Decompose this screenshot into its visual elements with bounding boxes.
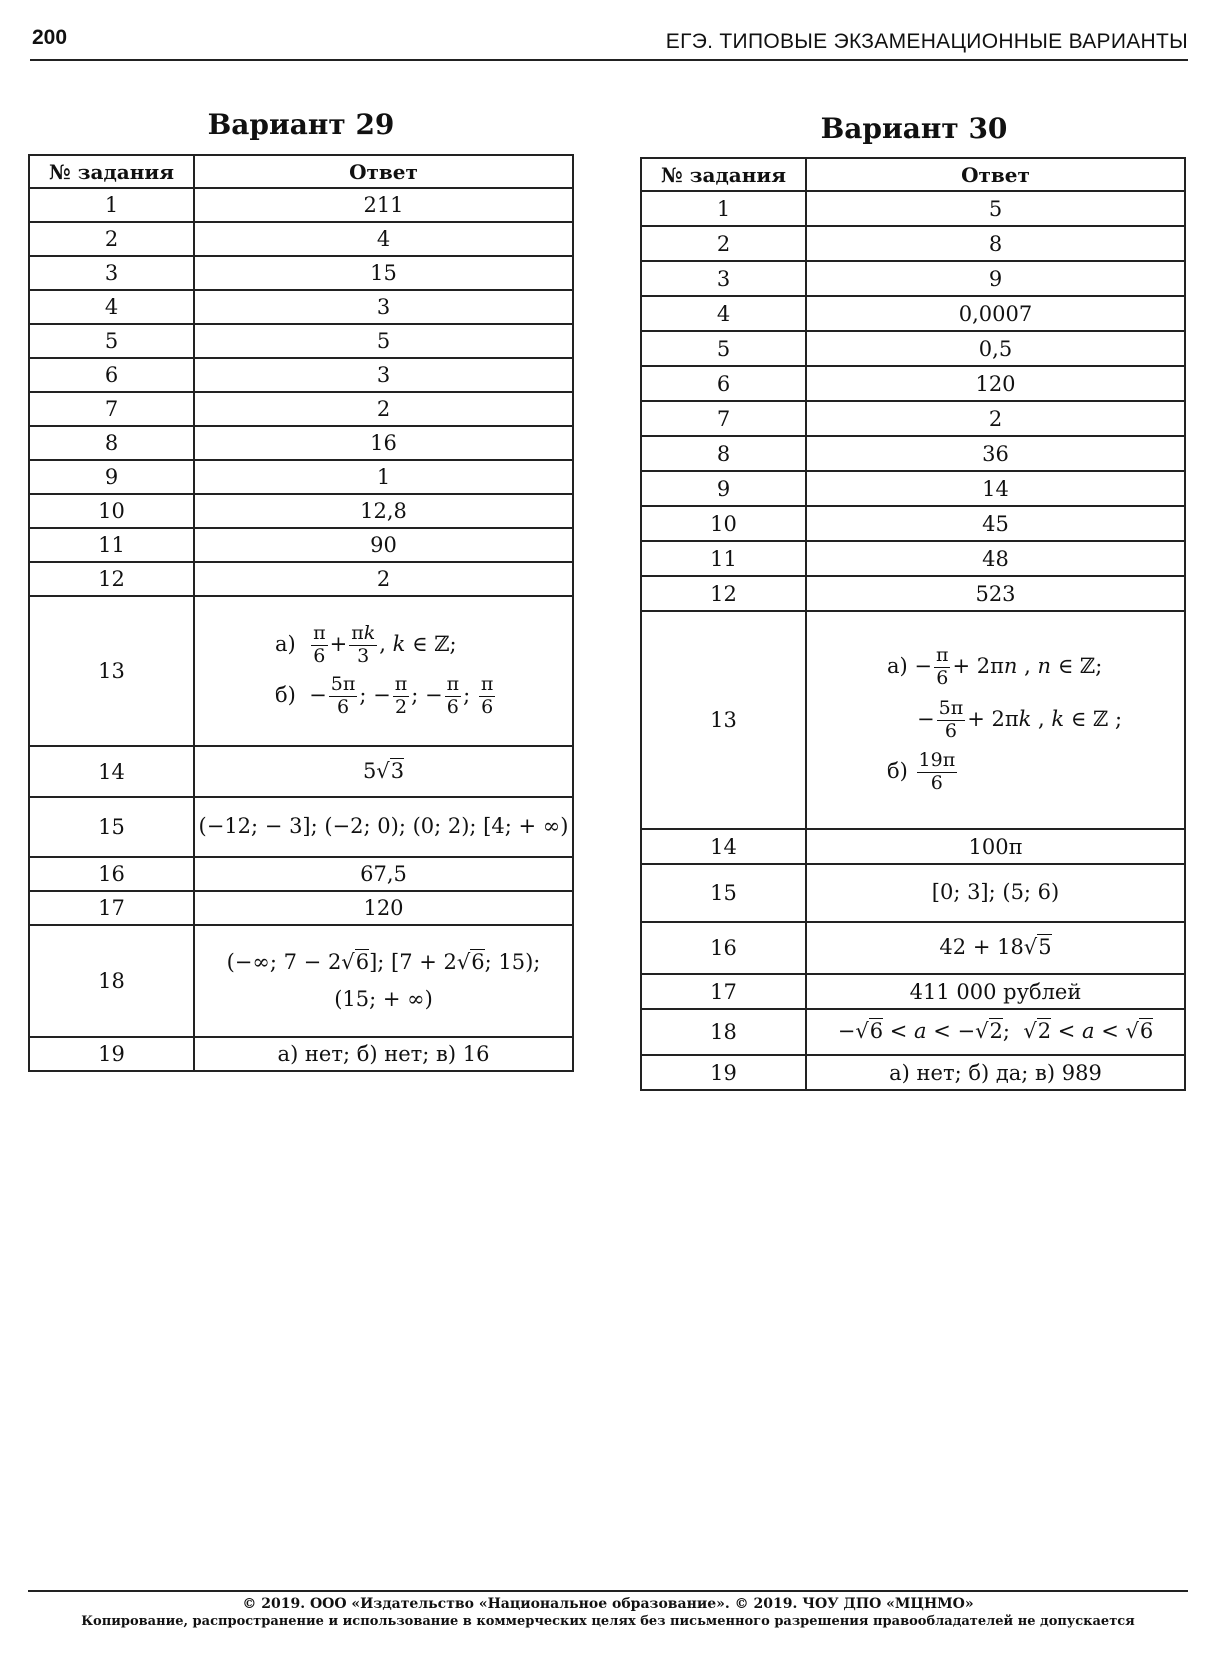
variant-29-table bbox=[28, 154, 574, 1072]
answer-cell: 523 bbox=[806, 576, 1185, 611]
fraction: $\frac{\pi}{6}$ bbox=[935, 643, 949, 689]
answer-cell-formula: 42 + 18√5 bbox=[806, 922, 1185, 974]
header-rule bbox=[30, 59, 1188, 61]
table-row bbox=[641, 471, 1185, 506]
answer-cell: а) нет; б) да; в) 989 bbox=[806, 1055, 1185, 1090]
answer-cell: 36 bbox=[806, 436, 1185, 471]
answer-cell-formula bbox=[806, 611, 1185, 829]
table-row bbox=[641, 506, 1185, 541]
footer-rule bbox=[28, 1590, 1188, 1592]
task-number: 12 bbox=[641, 576, 806, 611]
table-row bbox=[641, 366, 1185, 401]
table-row bbox=[641, 541, 1185, 576]
formula-line-a2: − $\frac{5\pi}{6}$ + 2πk , k ∈ ℤ ; bbox=[917, 696, 1123, 742]
answer-cell: 45 bbox=[806, 506, 1185, 541]
answer-cell: 5 bbox=[806, 191, 1185, 226]
task-number: 4 bbox=[29, 290, 194, 324]
task-number: 11 bbox=[641, 541, 806, 576]
task-number: 8 bbox=[29, 426, 194, 460]
page-number: 200 bbox=[32, 26, 68, 49]
table-row bbox=[29, 562, 573, 596]
task-number: 15 bbox=[29, 797, 194, 857]
task-number: 3 bbox=[29, 256, 194, 290]
table-row bbox=[29, 188, 573, 222]
table-row bbox=[29, 222, 573, 256]
task-number: 1 bbox=[641, 191, 806, 226]
answer-cell: 3 bbox=[194, 358, 573, 392]
task-number: 6 bbox=[641, 366, 806, 401]
answer-cell: 2 bbox=[194, 392, 573, 426]
table-row bbox=[29, 290, 573, 324]
answer-cell: 0,0007 bbox=[806, 296, 1185, 331]
table-row bbox=[29, 596, 573, 746]
task-number: 19 bbox=[641, 1055, 806, 1090]
running-title: ЕГЭ. ТИПОВЫЕ ЭКЗАМЕНАЦИОННЫЕ ВАРИАНТЫ bbox=[665, 30, 1188, 53]
variant-30-table bbox=[640, 157, 1186, 1091]
table-row bbox=[641, 829, 1185, 864]
table-row bbox=[29, 494, 573, 528]
task-number: 11 bbox=[29, 528, 194, 562]
table-row bbox=[29, 857, 573, 891]
table-row bbox=[641, 436, 1185, 471]
answer-cell: 12,8 bbox=[194, 494, 573, 528]
answer-cell: 15 bbox=[194, 256, 573, 290]
task-number: 9 bbox=[29, 460, 194, 494]
table-row bbox=[29, 528, 573, 562]
task-number: 13 bbox=[29, 596, 194, 746]
answer-cell: 48 bbox=[806, 541, 1185, 576]
table-row bbox=[641, 191, 1185, 226]
table-row bbox=[641, 296, 1185, 331]
answer-cell: 5 bbox=[194, 324, 573, 358]
table-row bbox=[641, 864, 1185, 922]
fraction: $\frac{\pi}{2}$ bbox=[394, 673, 408, 718]
task-number: 5 bbox=[29, 324, 194, 358]
answer-cell-formula bbox=[194, 925, 573, 1037]
formula-13 bbox=[195, 623, 572, 718]
formula-line: (−∞; 7 − 2√6]; [7 + 2√6; 15); bbox=[226, 949, 541, 974]
answer-cell-formula bbox=[194, 596, 573, 746]
task-number: 7 bbox=[29, 392, 194, 426]
answer-cell: 67,5 bbox=[194, 857, 573, 891]
fraction: $\frac{5\pi}{6}$ bbox=[938, 696, 964, 742]
task-number: 1 bbox=[29, 188, 194, 222]
answer-cell: (−12; − 3]; (−2; 0); (0; 2); [4; + ∞) bbox=[194, 797, 573, 857]
table-row bbox=[641, 401, 1185, 436]
task-number: 14 bbox=[641, 829, 806, 864]
task-number: 10 bbox=[29, 494, 194, 528]
table-row bbox=[29, 256, 573, 290]
col-answer-header: Ответ bbox=[194, 155, 573, 188]
table-row bbox=[29, 358, 573, 392]
fraction: $\frac{19\pi}{6}$ bbox=[918, 749, 956, 795]
table-row bbox=[29, 797, 573, 857]
answer-cell-formula: 5√3 bbox=[194, 746, 573, 797]
footer-notice: Копирование, распространение и использование в коммерческих целях без письменного разрешения правообладателей не допускается bbox=[81, 1614, 1135, 1629]
task-number: 8 bbox=[641, 436, 806, 471]
col-task-header: № задания bbox=[641, 158, 806, 191]
task-number: 6 bbox=[29, 358, 194, 392]
answer-cell: 2 bbox=[806, 401, 1185, 436]
table-row bbox=[29, 891, 573, 925]
answer-cell: 120 bbox=[806, 366, 1185, 401]
task-number: 2 bbox=[641, 226, 806, 261]
task-number: 9 bbox=[641, 471, 806, 506]
table-header-row bbox=[641, 158, 1185, 191]
table-row bbox=[29, 925, 573, 1037]
task-number: 16 bbox=[641, 922, 806, 974]
fraction: $\frac{\pi k}{3}$ bbox=[351, 622, 376, 668]
formula-line-a: а) $\frac{\pi}{6}$ + $\frac{\pi k}{3}$ , k ∈ ℤ; bbox=[275, 622, 457, 668]
task-number: 17 bbox=[641, 974, 806, 1009]
col-task-header: № задания bbox=[29, 155, 194, 188]
table-row bbox=[641, 261, 1185, 296]
task-number: 2 bbox=[29, 222, 194, 256]
variant-29-title: Вариант 29 bbox=[207, 108, 395, 141]
task-number: 13 bbox=[641, 611, 806, 829]
table-row bbox=[29, 460, 573, 494]
fraction: $\frac{\pi}{6}$ bbox=[313, 622, 326, 668]
formula-line-b: б) $\frac{19\pi}{6}$ bbox=[887, 749, 956, 795]
table-row bbox=[641, 611, 1185, 829]
formula-13 bbox=[807, 645, 1184, 795]
task-number: 3 bbox=[641, 261, 806, 296]
task-number: 4 bbox=[641, 296, 806, 331]
answer-cell: 211 bbox=[194, 188, 573, 222]
answer-cell: а) нет; б) нет; в) 16 bbox=[194, 1037, 573, 1071]
col-answer-header: Ответ bbox=[806, 158, 1185, 191]
answer-cell: 9 bbox=[806, 261, 1185, 296]
table-row bbox=[641, 331, 1185, 366]
answer-cell: 90 bbox=[194, 528, 573, 562]
table-row bbox=[29, 324, 573, 358]
table-row bbox=[641, 1055, 1185, 1090]
task-number: 15 bbox=[641, 864, 806, 922]
task-number: 17 bbox=[29, 891, 194, 925]
table-row bbox=[29, 746, 573, 797]
answer-cell: 3 bbox=[194, 290, 573, 324]
table-row bbox=[641, 1009, 1185, 1055]
answer-cell: 100π bbox=[806, 829, 1185, 864]
fraction: $\frac{5\pi}{6}$ bbox=[330, 673, 356, 718]
answer-cell: 14 bbox=[806, 471, 1185, 506]
table-row bbox=[29, 1037, 573, 1071]
formula-line-a: а) − $\frac{\pi}{6}$ + 2πn , n ∈ ℤ; bbox=[887, 643, 1103, 689]
task-number: 18 bbox=[641, 1009, 806, 1055]
answer-cell: 411 000 рублей bbox=[806, 974, 1185, 1009]
table-row bbox=[29, 392, 573, 426]
answer-cell-formula: −√6 < a < −√2; √2 < a < √6 bbox=[806, 1009, 1185, 1055]
task-number: 5 bbox=[641, 331, 806, 366]
task-number: 19 bbox=[29, 1037, 194, 1071]
fraction: $\frac{\pi}{6}$ bbox=[480, 673, 494, 718]
table-row bbox=[641, 922, 1185, 974]
task-number: 14 bbox=[29, 746, 194, 797]
task-number: 7 bbox=[641, 401, 806, 436]
table-row bbox=[641, 226, 1185, 261]
answer-cell: 16 bbox=[194, 426, 573, 460]
task-number: 16 bbox=[29, 857, 194, 891]
table-row bbox=[29, 426, 573, 460]
table-header-row bbox=[29, 155, 573, 188]
variant-30-title: Вариант 30 bbox=[820, 112, 1008, 145]
answer-cell: 0,5 bbox=[806, 331, 1185, 366]
answer-cell: [0; 3]; (5; 6) bbox=[806, 864, 1185, 922]
task-number: 18 bbox=[29, 925, 194, 1037]
answer-cell: 120 bbox=[194, 891, 573, 925]
answer-cell: 1 bbox=[194, 460, 573, 494]
answer-cell: 8 bbox=[806, 226, 1185, 261]
task-number: 12 bbox=[29, 562, 194, 596]
footer-copyright: © 2019. ООО «Издательство «Национальное образование». © 2019. ЧОУ ДПО «МЦНМО» bbox=[242, 1596, 974, 1612]
table-row bbox=[641, 974, 1185, 1009]
table-row bbox=[641, 576, 1185, 611]
answer-cell: 4 bbox=[194, 222, 573, 256]
fraction: $\frac{\pi}{6}$ bbox=[446, 673, 460, 718]
task-number: 10 bbox=[641, 506, 806, 541]
formula-line-b: б) − $\frac{5\pi}{6}$ ; − $\frac{\pi}{2}$ ; − $\frac{\pi}{6}$ ; $\frac{\pi}{6}$ bbox=[275, 673, 494, 718]
answer-cell: 2 bbox=[194, 562, 573, 596]
formula-line: (15; + ∞) bbox=[334, 987, 433, 1011]
